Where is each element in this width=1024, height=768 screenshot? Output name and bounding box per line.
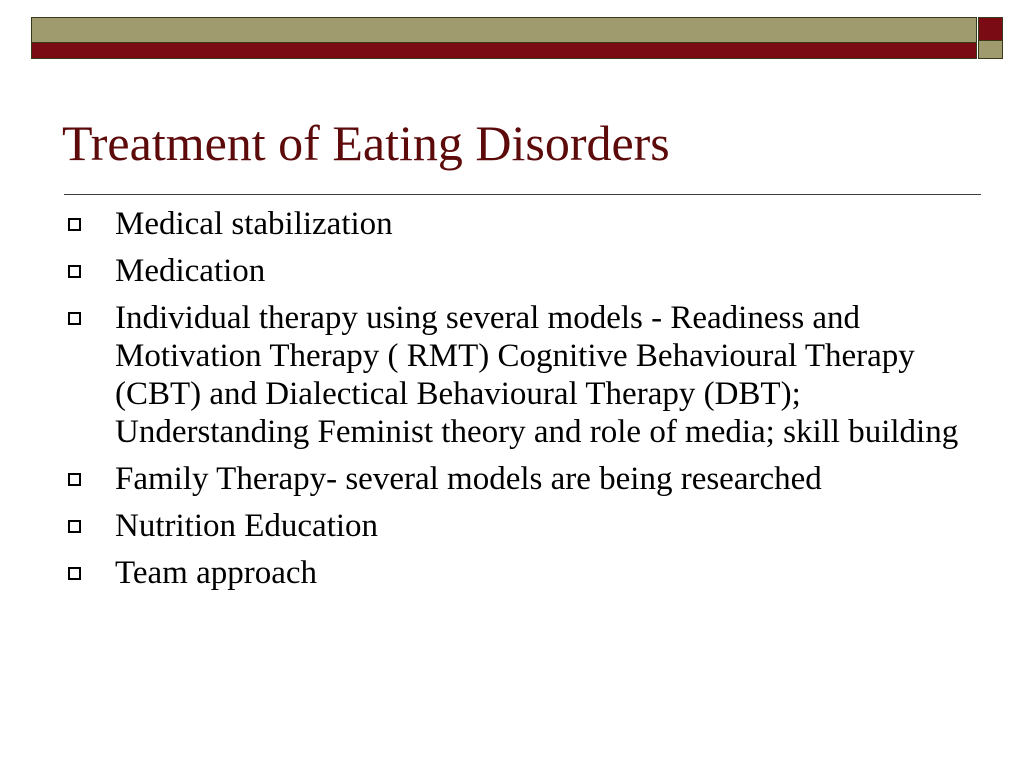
decorative-top-band-olive-stripe bbox=[32, 18, 976, 43]
bullet-item bbox=[62, 205, 962, 243]
bullet-item bbox=[62, 252, 962, 290]
bullet-list bbox=[62, 205, 962, 601]
hollow-square-bullet-icon bbox=[68, 520, 81, 533]
bullet-text: Individual therapy using several models - Readiness and Motivation Therapy ( RMT) Cognitive Behavioural Therapy (CBT) and Dialectical Behavioural Therapy (DBT); Understanding Feminist theory and role of media; skill building bbox=[115, 300, 959, 450]
bullet-text: Medication bbox=[115, 253, 266, 289]
bullet-item bbox=[62, 554, 962, 592]
hollow-square-bullet-icon bbox=[68, 218, 81, 231]
slide-title: Treatment of Eating Disorders bbox=[62, 115, 670, 171]
hollow-square-bullet-icon bbox=[68, 473, 81, 486]
decorative-corner-square-maroon bbox=[978, 17, 1003, 41]
bullet-text: Team approach bbox=[115, 555, 317, 591]
hollow-square-bullet-icon bbox=[68, 567, 81, 580]
decorative-top-band bbox=[31, 17, 977, 59]
hollow-square-bullet-icon bbox=[68, 265, 81, 278]
decorative-corner-square-olive bbox=[978, 40, 1003, 59]
bullet-item bbox=[62, 507, 962, 545]
bullet-item bbox=[62, 460, 962, 498]
hollow-square-bullet-icon bbox=[68, 312, 81, 325]
bullet-text: Family Therapy- several models are being researched bbox=[115, 461, 822, 497]
bullet-item bbox=[62, 299, 962, 451]
title-divider bbox=[64, 194, 981, 195]
bullet-text: Medical stabilization bbox=[115, 206, 393, 242]
bullet-text: Nutrition Education bbox=[115, 508, 379, 544]
